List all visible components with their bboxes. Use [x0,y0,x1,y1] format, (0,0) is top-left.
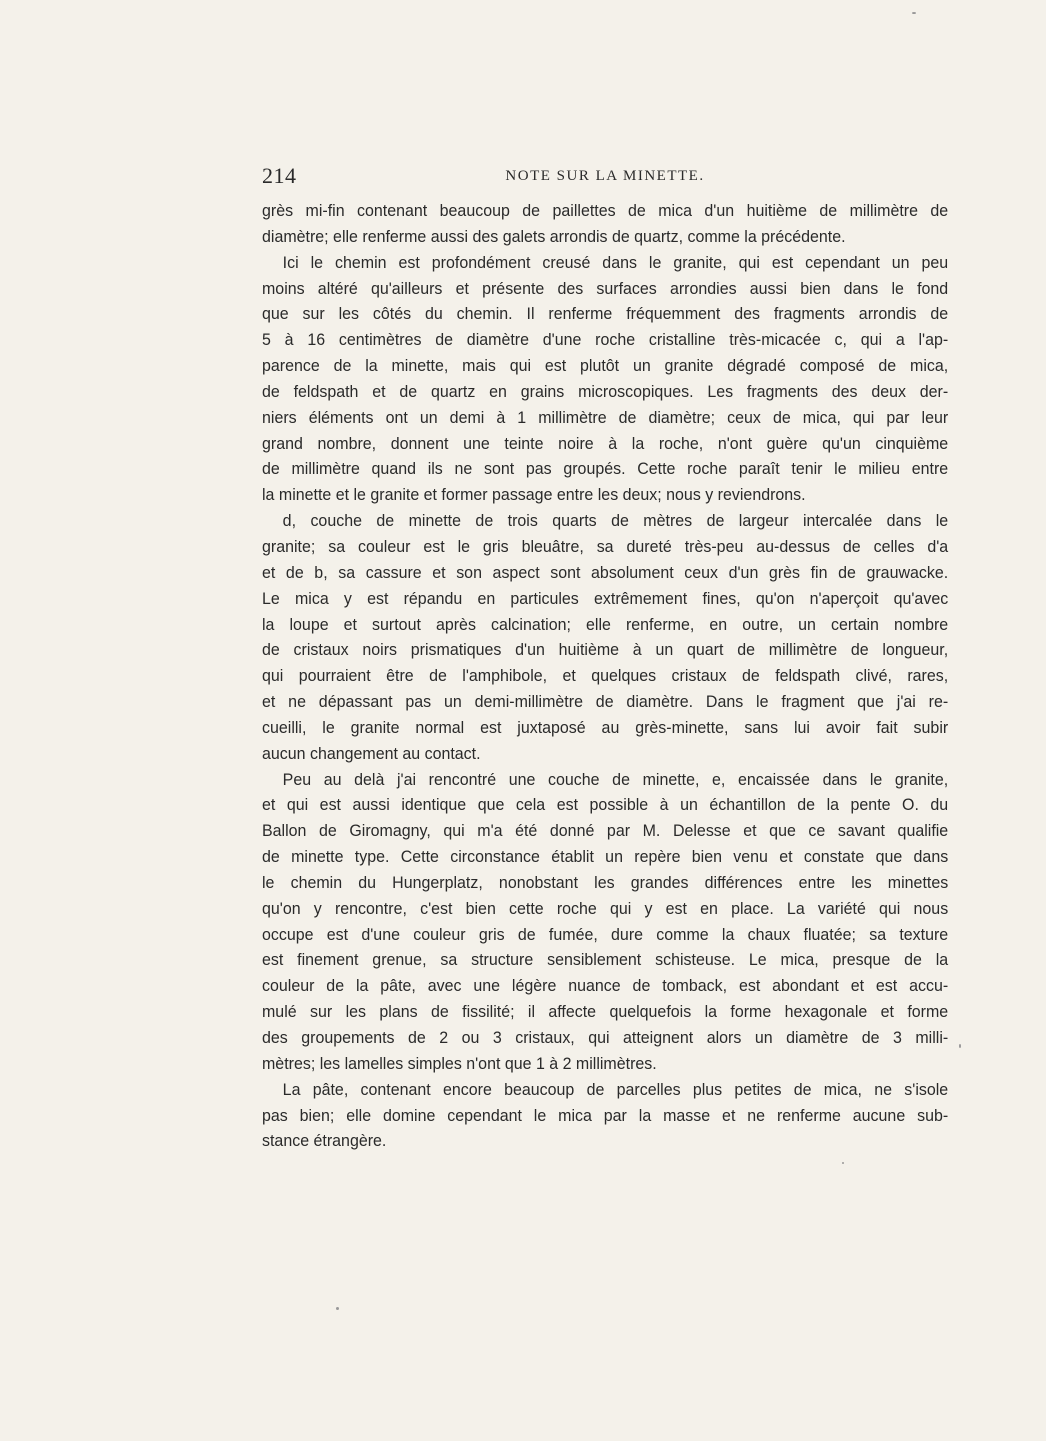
text-line: granite; sa couleur est le gris bleuâtre, sa dureté très-peu au-dessus de celles d'a [262,536,949,556]
text-line: que sur les côtés du chemin. Il renferme fréquemment des fragments arrondis de [262,304,949,324]
text-line: des groupements de 2 ou 3 cristaux, qui atteignent alors un diamètre de 3 milli- [262,1028,949,1047]
text-line: niers éléments ont un demi à 1 millimètre de diamètre; ceux de mica, qui par leur [262,407,949,427]
text-line: moins altéré qu'ailleurs et présente des surfaces arrondies aussi bien dans le fond [262,278,949,298]
text-line: de feldspath et de quartz en grains microscopiques. Les fragments des deux der- [262,381,949,401]
text-line: qu'on y rencontre, c'est bien cette roche qui y est en place. La variété qui nous [262,898,949,918]
text-line: Peu au delà j'ai rencontré une couche de minette, e, encaissée dans le granite, [282,769,949,789]
text-line: mulé sur les plans de fissilité; il affecte quelquefois la forme hexagonale et forme [262,1002,949,1022]
text-line: et qui est aussi identique que cela est possible à un échantillon de la pente O. du [262,795,949,815]
text-line: grand nombre, donnent une teinte noire à la roche, n'ont guère qu'un cinquième [262,433,949,453]
text-line: 5 à 16 centimètres de diamètre d'une roche cristalline très-micacée c, qui a l'ap- [262,330,949,350]
page-number: 214 [262,163,297,188]
text-line: stance étrangère. [262,1131,387,1151]
text-line: et de b, sa cassure et son aspect sont absolument ceux d'un grès fin de grauwacke. [262,562,949,582]
text-line: cueilli, le granite normal est juxtaposé au grès-minette, sans lui avoir fait subir [262,717,949,737]
text-line: Ici le chemin est profondément creusé dans le granite, qui est cependant un peu [282,252,949,272]
paper-speck [842,1162,844,1164]
running-title: NOTE SUR LA MINETTE. [505,168,705,184]
text-line: de millimètre quand ils ne sont pas groupés. Cette roche paraît tenir le milieu entre [262,459,949,479]
text-line: la loupe et surtout après calcination; elle renferme, en outre, un certain nombre [262,614,949,634]
page-header [262,163,948,193]
text-line: occupe est d'une couleur gris de fumée, dure comme la chaux fluatée; sa texture [262,924,949,944]
text-line: Le mica y est répandu en particules extrêmement fines, qu'on n'aperçoit qu'avec [262,588,949,608]
text-line: de minette type. Cette circonstance établit un repère bien venu et constate que dans [262,847,949,867]
text-line: de cristaux noirs prismatiques d'un huitième à un quart de millimètre de longueur, [262,640,949,660]
text-line: qui pourraient être de l'amphibole, et quelques cristaux de feldspath clivé, rares, [262,666,949,686]
text-line: pas bien; elle domine cependant le mica par la masse et ne renferme aucune sub- [262,1105,949,1125]
text-line: d, couche de minette de trois quarts de mètres de largeur intercalée dans le [282,511,949,531]
text-line: et ne dépassant pas un demi-millimètre de diamètre. Dans le fragment que j'ai re- [262,692,949,712]
text-line: parence de la minette, mais qui est plutôt un granite dégradé composé de mica, [262,356,949,376]
text-line: la minette et le granite et former passage entre les deux; nous y reviendrons. [262,485,806,505]
paper-speck [912,12,916,14]
text-line: grès mi-fin contenant beaucoup de paillettes de mica d'un huitième de millimètre de [262,201,949,220]
text-line: le chemin du Hungerplatz, nonobstant les grandes différences entre les minettes [262,872,949,892]
text-line: couleur de la pâte, avec une légère nuance de tomback, est abondant et est accu- [262,976,949,996]
text-line: La pâte, contenant encore beaucoup de parcelles plus petites de mica, ne s'isole [282,1079,949,1099]
body-text [262,198,948,1154]
text-line: diamètre; elle renferme aussi des galets arrondis de quartz, comme la précédente. [262,226,846,246]
text-line: aucun changement au contact. [262,743,481,763]
text-line: mètres; les lamelles simples n'ont que 1 à 2 millimètres. [262,1053,657,1073]
text-line: est finement grenue, sa structure sensiblement schisteuse. Le mica, presque de la [262,950,949,970]
text-line: Ballon de Giromagny, qui m'a été donné par M. Delesse et que ce savant qualifie [262,821,949,841]
paper-speck [336,1307,339,1310]
paper-speck [959,1044,961,1048]
